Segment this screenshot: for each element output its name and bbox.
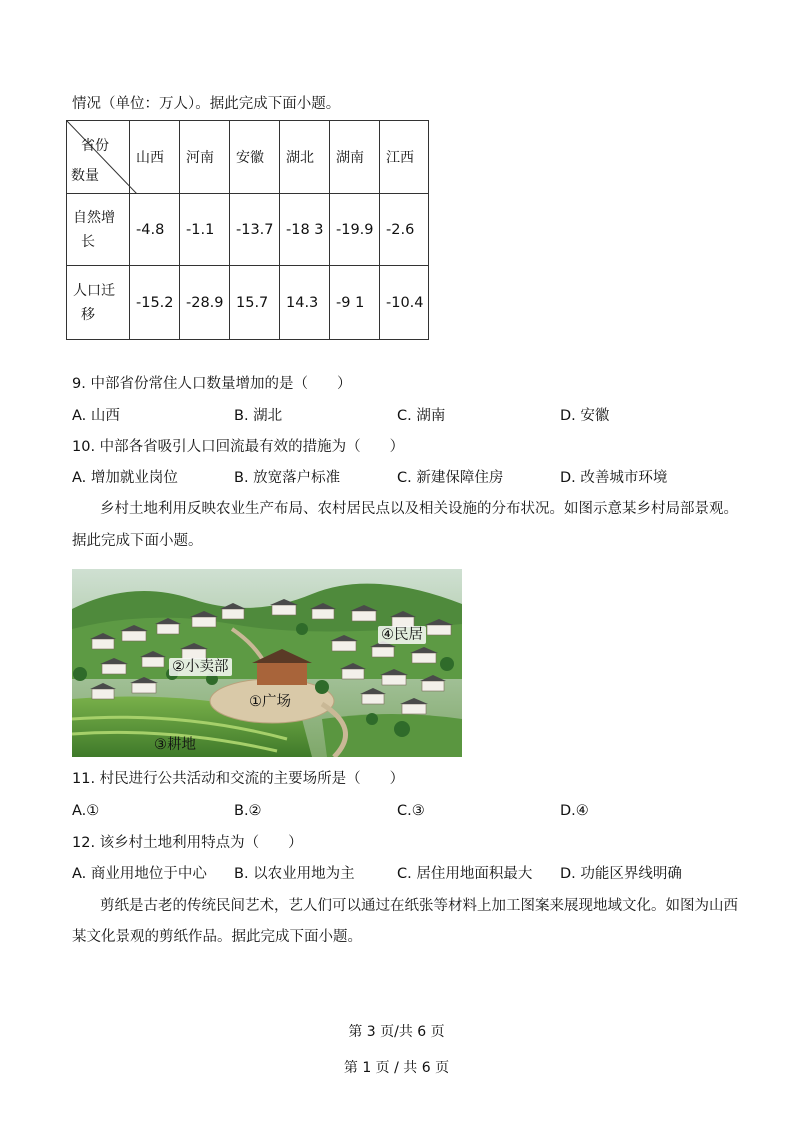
village-landscape-figure	[72, 569, 462, 757]
figure-label-farmland: ③耕地	[154, 737, 196, 753]
table-cell: -15.2	[130, 266, 180, 340]
question-10-option-c: C. 新建保障住房	[397, 470, 504, 486]
question-9-option-c: C. 湖南	[397, 408, 446, 424]
table-cell: -2.6	[380, 194, 429, 266]
table-cell: -28.9	[180, 266, 230, 340]
corner-label-quantity: 数量	[71, 168, 99, 184]
question-9-stem: 9. 中部省份常住人口数量增加的是（ ）	[72, 376, 352, 392]
question-12-option-b: B. 以农业用地为主	[234, 866, 355, 882]
passage-2-line-1: 乡村土地利用反映农业生产布局、农村居民点以及相关设施的分布状况。如图示意某乡村局部景观。	[100, 501, 738, 517]
table-cell: -9 1	[330, 266, 380, 340]
outer-page-number: 第 1 页 / 共 6 页	[343, 1060, 450, 1076]
question-12-option-a: A. 商业用地位于中心	[72, 866, 207, 882]
passage-3-line-1: 剪纸是古老的传统民间艺术，艺人们可以通过在纸张等材料上加工图案来展现地域文化。如图为山西	[100, 898, 738, 914]
inner-page-number: 第 3 页/共 6 页	[348, 1024, 445, 1040]
table-cell: -4.8	[130, 194, 180, 266]
table-cell: -13.7	[230, 194, 280, 266]
table-cell: -18 3	[280, 194, 330, 266]
question-9-option-a: A. 山西	[72, 408, 120, 424]
question-10-option-d: D. 改善城市环境	[560, 470, 668, 486]
table-row	[67, 194, 429, 266]
header-province: 河南	[180, 121, 230, 194]
question-11-option-c: C.③	[397, 803, 425, 819]
intro-text: 情况（单位：万人）。据此完成下面小题。	[72, 96, 341, 112]
header-province: 山西	[130, 121, 180, 194]
passage-3-line-2: 某文化景观的剪纸作品。据此完成下面小题。	[72, 929, 362, 945]
table-cell: 14.3	[280, 266, 330, 340]
table-row	[67, 266, 429, 340]
question-12-option-d: D. 功能区界线明确	[560, 866, 682, 882]
table-cell: -19.9	[330, 194, 380, 266]
figure-label-square: ①广场	[249, 694, 291, 710]
table-cell: -10.4	[380, 266, 429, 340]
table-cell: -1.1	[180, 194, 230, 266]
question-11-option-b: B.②	[234, 803, 262, 819]
corner-label-province: 省份	[81, 138, 109, 154]
passage-2-line-2: 据此完成下面小题。	[72, 533, 203, 549]
question-11-stem: 11. 村民进行公共活动和交流的主要场所是（ ）	[72, 771, 405, 787]
question-11-option-a: A.①	[72, 803, 100, 819]
figure-label-houses: ④民居	[378, 626, 426, 644]
question-10-option-b: B. 放宽落户标准	[234, 470, 341, 486]
question-10-option-a: A. 增加就业岗位	[72, 470, 178, 486]
population-table	[66, 120, 429, 340]
village-illustration	[72, 569, 462, 757]
question-12-option-c: C. 居住用地面积最大	[397, 866, 533, 882]
question-12-stem: 12. 该乡村土地利用特点为（ ）	[72, 835, 303, 851]
table-corner-header	[67, 121, 130, 194]
question-10-stem: 10. 中部各省吸引人口回流最有效的措施为（ ）	[72, 439, 405, 455]
figure-label-shop: ②小卖部	[169, 658, 232, 676]
question-9-option-d: D. 安徽	[560, 408, 610, 424]
row-label: 人口迁 移	[67, 266, 130, 340]
table-cell: 15.7	[230, 266, 280, 340]
header-province: 湖北	[280, 121, 330, 194]
header-province: 江西	[380, 121, 429, 194]
row-label: 自然增 长	[67, 194, 130, 266]
header-province: 湖南	[330, 121, 380, 194]
question-11-option-d: D.④	[560, 803, 589, 819]
question-9-option-b: B. 湖北	[234, 408, 283, 424]
header-province: 安徽	[230, 121, 280, 194]
